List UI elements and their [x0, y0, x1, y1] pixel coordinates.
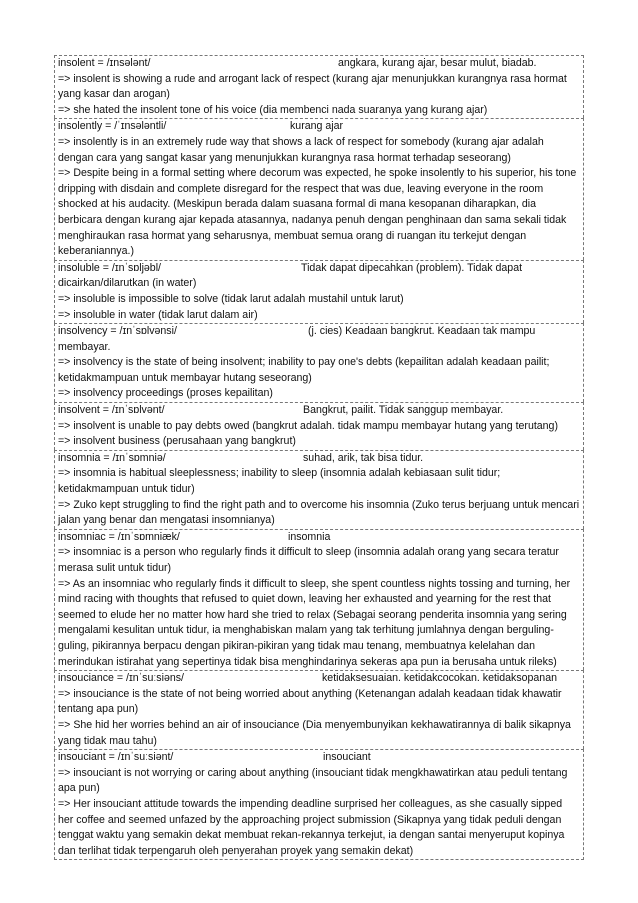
entry-term: insoluble = /ɪnˈsɒljəbl/ [58, 261, 161, 274]
entry-example: => insolvency proceedings (proses kepailitan) [58, 387, 273, 400]
entry-definition: => insouciant is not worrying or caring about anything (insouciant tidak mengkhawatirkan atau peduli tentang apa pun) [58, 766, 568, 795]
entry-heading [58, 324, 580, 355]
entry-heading [58, 56, 580, 72]
entry-definition: => insoluble is impossible to solve (tidak larut adalah mustahil untuk larut) [58, 292, 404, 305]
entry-heading [58, 451, 580, 467]
vocab-entry [54, 402, 584, 450]
vocab-entry [54, 529, 584, 670]
entry-example: => As an insomniac who regularly finds it difficult to sleep, she spent countless nights tossing and turning, her mind racing with thoughts that refused to quiet down, leaving her exhausted and yearning for the rest that seemed to elude her no matter how hard she tried to relax (Sebagai seorang penderita insomnia yang sering mengalami kesulitan untuk tidur, ia menghabiskan malam yang tak terhitung jumlahnya dengan berguling-guling, pikirannya berpacu dengan pikiran-pikiran yang tidak mau tenang, membuatnya kelelahan dan merindukan istirahat yang sepertinya tidak bisa menghindarinya sekeras apa pun ia berusaha untuk rileks) [58, 577, 571, 668]
entry-example: => Zuko kept struggling to find the right path and to overcome his insomnia (Zuko terus berjuang untuk mencari jalan yang benar dan mengatasi insomnianya) [58, 498, 580, 527]
entry-translation: Tidak dapat dipecahkan (problem). Tidak dapat dicairkan/dilarutkan (in water) [58, 261, 523, 290]
vocab-entry [54, 118, 584, 259]
entry-example: => Her insouciant attitude towards the impending deadline surprised her colleagues, as she casually sipped her coffee and seemed unfazed by the approaching project submission (Sikapnya yang tidak peduli dengan tenggat waktu yang semakin dekat membuat rekan-rekannya terkejut, ia dengan santai menyeruput kopinya dan terlihat tidak terpengaruh oleh penyerahan proyek yang semakin dekat) [58, 797, 565, 857]
entry-definition: => insolently is in an extremely rude way that shows a lack of respect for somebody (kurang ajar adalah dengan cara yang sangat kasar yang menunjukkan kurangnya rasa hormat terhadap seseorang) [58, 135, 544, 164]
entry-term: insomniac = /ɪnˈsɒmniæk/ [58, 530, 180, 543]
entry-definition: => insolvent is unable to pay debts owed (bangkrut adalah. tidak mampu membayar hutang yang terutang) [58, 419, 558, 432]
entry-translation: kurang ajar [290, 120, 343, 133]
entry-heading [58, 403, 580, 419]
entry-example: => insolvent business (perusahaan yang bangkrut) [58, 435, 296, 448]
entry-definition: => insomniac is a person who regularly finds it difficult to sleep (insomnia adalah orang yang secara teratur merasa sulit untuk tidur) [58, 546, 559, 574]
vocab-entry [54, 55, 584, 118]
entry-heading [58, 750, 580, 766]
entry-term: insouciance = /ɪnˈsuːsiəns/ [58, 672, 184, 685]
entry-example: => Despite being in a formal setting where decorum was expected, he spoke insolently to his superior, his tone dripping with disdain and complete disregard for the respect that was due, leaving everyone in the room shocked at his audacity. (Meskipun berada dalam suasana formal di mana kesopanan diharapkan, dia berbicara dengan kurang ajar kepada atasannya, nadanya penuh dengan penghinaan dan sama sekali tidak menghiraukan rasa hormat yang seharusnya, membuat semua orang di ruangan itu terkejut dengan keberaniannya.) [58, 167, 577, 258]
entry-heading [58, 261, 580, 292]
entry-translation: (j. cies) Keadaan bangkrut. Keadaan tak mampu membayar. [58, 325, 536, 353]
entry-heading [58, 530, 580, 546]
vocab-entry [54, 323, 584, 402]
entry-term: insolent = /ɪnsələnt/ [58, 57, 151, 69]
entry-term: insomnia = /ɪnˈsɒmniə/ [58, 451, 166, 464]
entry-example: => insoluble in water (tidak larut dalam air) [58, 308, 258, 321]
entry-translation: Bangkrut, pailit. Tidak sanggup membayar. [303, 404, 504, 417]
entry-heading [58, 119, 580, 135]
entry-term: insouciant = /ɪnˈsuːsiənt/ [58, 751, 174, 764]
entry-definition: => insolent is showing a rude and arrogant lack of respect (kurang ajar menunjukkan kurangnya rasa hormat yang kasar dan arogan) [58, 72, 567, 101]
vocab-entry [54, 670, 584, 749]
entry-heading [58, 671, 580, 687]
entry-translation: insomnia [288, 530, 331, 543]
entry-definition: => insomnia is habitual sleeplessness; inability to sleep (insomnia adalah kebiasaan sulit tidur; ketidakmampuan untuk tidur) [58, 467, 501, 496]
entry-translation: angkara, kurang ajar, besar mulut, biadab. [338, 57, 537, 69]
entry-example: => She hid her worries behind an air of insouciance (Dia menyembunyikan kekhawatirannya di balik sikapnya yang tidak mau tahu) [58, 718, 571, 747]
entry-term: insolvency = /ɪnˈsɒlvənsi/ [58, 325, 177, 338]
entry-translation: suhad, arik, tak bisa tidur. [303, 451, 424, 464]
entry-translation: ketidaksesuaian. ketidakcocokan. ketidaksopanan [322, 672, 557, 685]
vocab-entry [54, 749, 584, 860]
vocabulary-document [54, 55, 584, 860]
entry-definition: => insolvency is the state of being insolvent; inability to pay one's debts (kepailitan adalah keadaan pailit; ketidakmampuan untuk membayar hutang seseorang) [58, 356, 550, 384]
entry-example: => she hated the insolent tone of his voice (dia membenci nada suaranya yang kurang ajar) [58, 103, 488, 116]
entry-translation: insouciant [323, 751, 371, 764]
entry-term: insolently = /ˈɪnsələntli/ [58, 120, 167, 133]
entry-term: insolvent = /ɪnˈsɒlvənt/ [58, 404, 165, 417]
vocab-entry [54, 450, 584, 529]
vocab-entry [54, 260, 584, 323]
entry-definition: => insouciance is the state of not being worried about anything (Ketenangan adalah keadaan tidak khawatir tentang apa pun) [58, 687, 562, 716]
